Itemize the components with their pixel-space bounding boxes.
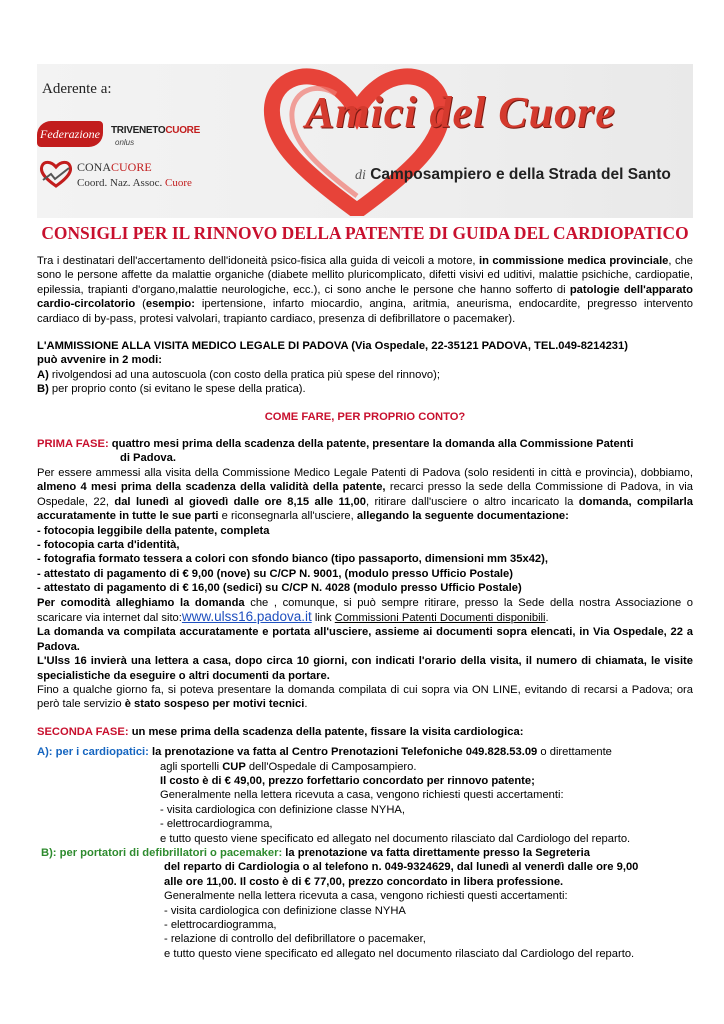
- document-title: CONSIGLI PER IL RINNOVO DELLA PATENTE DI GUIDA DEL CARDIOPATICO: [41, 223, 689, 243]
- phase2-b-line: e tutto questo viene specificato ed allegato nel documento rilasciato dal Cardiologo del reparto.: [164, 947, 635, 960]
- admission-modes: può avvenire in 2 modi:: [37, 354, 162, 367]
- phase1-heading: PRIMA FASE: quattro mesi prima della scadenza della patente, presentare la domanda alla Commissione Patenti: [37, 438, 634, 451]
- coord-naz-label: Coord. Naz. Assoc. Cuore: [77, 177, 192, 189]
- federazione-logo: Federazione: [37, 121, 103, 147]
- doc-list-item: - attestato di pagamento di € 9,00 (nove) su C/CP N. 9001, (modulo presso Ufficio Postale): [37, 567, 513, 580]
- phase1-paragraph: Per essere ammessi alla visita della Commissione Medico Legale Patenti di Padova (solo residenti in città e provincia), dobbiamo, almeno 4 mesi prima della scadenza della validità della patente, recarci presso la sede della Commissione di Padova, in via Ospedale, 22, dal lunedì al giovedì dalle ore 8,15 alle 11,00, ritirare dall'usciere o altro incaricato la domanda, compilarla accuratamente in tutte le sue parti e riconsegnarla all'usciere, allegando la seguente documentazione:: [37, 466, 694, 523]
- phase2-b-cost: alle ore 11,00. Il costo è di € 77,00, prezzo concordato in libera professione.: [164, 875, 564, 888]
- how-to-heading: COME FARE, PER PROPRIO CONTO?: [264, 410, 466, 423]
- phase2-a-line: Generalmente nella lettera ricevuta a casa, vengono richiesti questi accertamenti:: [160, 789, 564, 802]
- ulss-website-link[interactable]: www.ulss16.padova.it: [181, 608, 312, 624]
- onlus-label: onlus: [115, 138, 135, 147]
- download-paragraph: Per comodità alleghiamo la domanda che , comunque, si può sempre ritirare, presso la Sede della nostra Associazione o scaricare via internet dal sito:www.ulss16.padova.it link Commissioni Patenti Documenti disponibili.: [37, 596, 693, 624]
- doc-list-item: - fotocopia carta d'identità,: [37, 538, 180, 551]
- phase2-heading: SECONDA FASE: un mese prima della scadenza della patente, fissare la visita cardiologica:: [37, 725, 524, 738]
- submission-paragraph: La domanda va compilata accuratamente e portata all'usciere, assieme ai documenti sopra elencati, in Via Ospedale, 22 a Padova.: [37, 626, 693, 653]
- intro-paragraph: Tra i destinatari dell'accertamento dell'idoneità psico-fisica alla guida di veicoli a motore, in commissione medica provinciale, che sono le persone affette da malattie organiche (diabete mellito pluricomplicato, difetti visivi ed uditivi, malattie psichiche, cardiopatie, epilessia, trapianti d'organo,malattie neurologiche, ecc.), ci sono anche le persone che hanno sofferto di patologie dell'apparato cardio-circolatorio (esempio: ipertensione, infarto miocardio, angina, aritmia, aneurisma, endocardite, pregresso intervento cardiaco di by-pass, protesi valvolari, trapianto cardiaco, presenza di defibrillatore o pacemaker).: [37, 255, 694, 325]
- admission-option-b: B) per proprio conto (si evitano le spese della pratica).: [37, 383, 306, 396]
- brand-title: Amici del Cuore: [305, 88, 616, 137]
- online-paragraph: Fino a qualche giorno fa, si poteva presentare la domanda compilata di cui sopra via ON LINE, evitando di recarsi a Padova; ora però tale servizio è stato sospeso per motivi tecnici.: [37, 683, 693, 711]
- member-of-label: Aderente a:: [42, 81, 112, 97]
- phase2-a-line: - visita cardiologica con definizione classe NYHA,: [160, 803, 405, 816]
- admission-option-a: A) rivolgendosi ad una autoscuola (con costo della pratica più spese del rinnovo);: [37, 368, 440, 381]
- phase2-a-line: e tutto questo viene specificato ed allegato nel documento rilasciato dal Cardiologo del reparto.: [160, 832, 631, 845]
- phase2-b-line: - relazione di controllo del defibrillatore o pacemaker,: [164, 933, 426, 946]
- phase2-b-line: - elettrocardiogramma,: [164, 919, 277, 932]
- phase2-a-line: A): per i cardiopatici: la prenotazione va fatta al Centro Prenotazioni Telefoniche 049.828.53.09 o direttamente: [37, 746, 612, 759]
- document-body: [37, 222, 693, 961]
- phase2-b-line: B): per portatori di defibrillatori o pacemaker: la prenotazione va fatta direttamente presso la Segreteria: [41, 847, 590, 860]
- admission-heading: L'AMMISSIONE ALLA VISITA MEDICO LEGALE DI PADOVA (Via Ospedale, 22-35121 PADOVA, TEL.049-8214231): [37, 340, 628, 353]
- phase2-b-line: Generalmente nella lettera ricevuta a casa, vengono richiesti questi accertamenti:: [164, 890, 568, 903]
- brand-subtitle: di Camposampiero e della Strada del Santo: [355, 166, 671, 183]
- phase2-a-cost: Il costo è di € 49,00, prezzo forfettario concordato per rinnovo patente;: [160, 775, 535, 787]
- documenti-disponibili-link[interactable]: Documenti disponibili: [439, 611, 546, 624]
- phase2-b-line: del reparto di Cardiologia o al telefono n. 049-9324629, dal lunedì al venerdì dalle ore 9,00: [164, 861, 639, 874]
- commissioni-patenti-link[interactable]: Commissioni Patenti: [334, 611, 440, 624]
- phase2-b-line: - visita cardiologica con definizione classe NYHA: [164, 904, 406, 917]
- conacuore-heart-icon: [39, 160, 73, 188]
- triveneto-logo: TRIVENETOCUORE: [111, 125, 200, 136]
- letter-paragraph: L'Ulss 16 invierà una lettera a casa, dopo circa 10 giorni, con indicati l'orario della visita, il numero di chiamata, le visite specialistiche da eseguire o altri documenti da portare.: [37, 655, 693, 682]
- header-banner: [37, 64, 693, 218]
- conacuore-logo: CONACUORE: [77, 160, 152, 174]
- doc-list-item: - attestato di pagamento di € 16,00 (sedici) su C/CP N. 4028 (modulo presso Ufficio Postale): [37, 582, 522, 595]
- phase1-heading-cont: di Padova.: [120, 452, 176, 465]
- doc-list-item: - fotografia formato tessera a colori con sfondo bianco (tipo passaporto, dimensioni mm 35x42),: [37, 553, 548, 566]
- phase2-a-line: - elettrocardiogramma,: [160, 818, 273, 831]
- phase2-a-line: agli sportelli CUP dell'Ospedale di Camposampiero.: [160, 760, 417, 773]
- doc-list-item: - fotocopia leggibile della patente, completa: [37, 524, 270, 537]
